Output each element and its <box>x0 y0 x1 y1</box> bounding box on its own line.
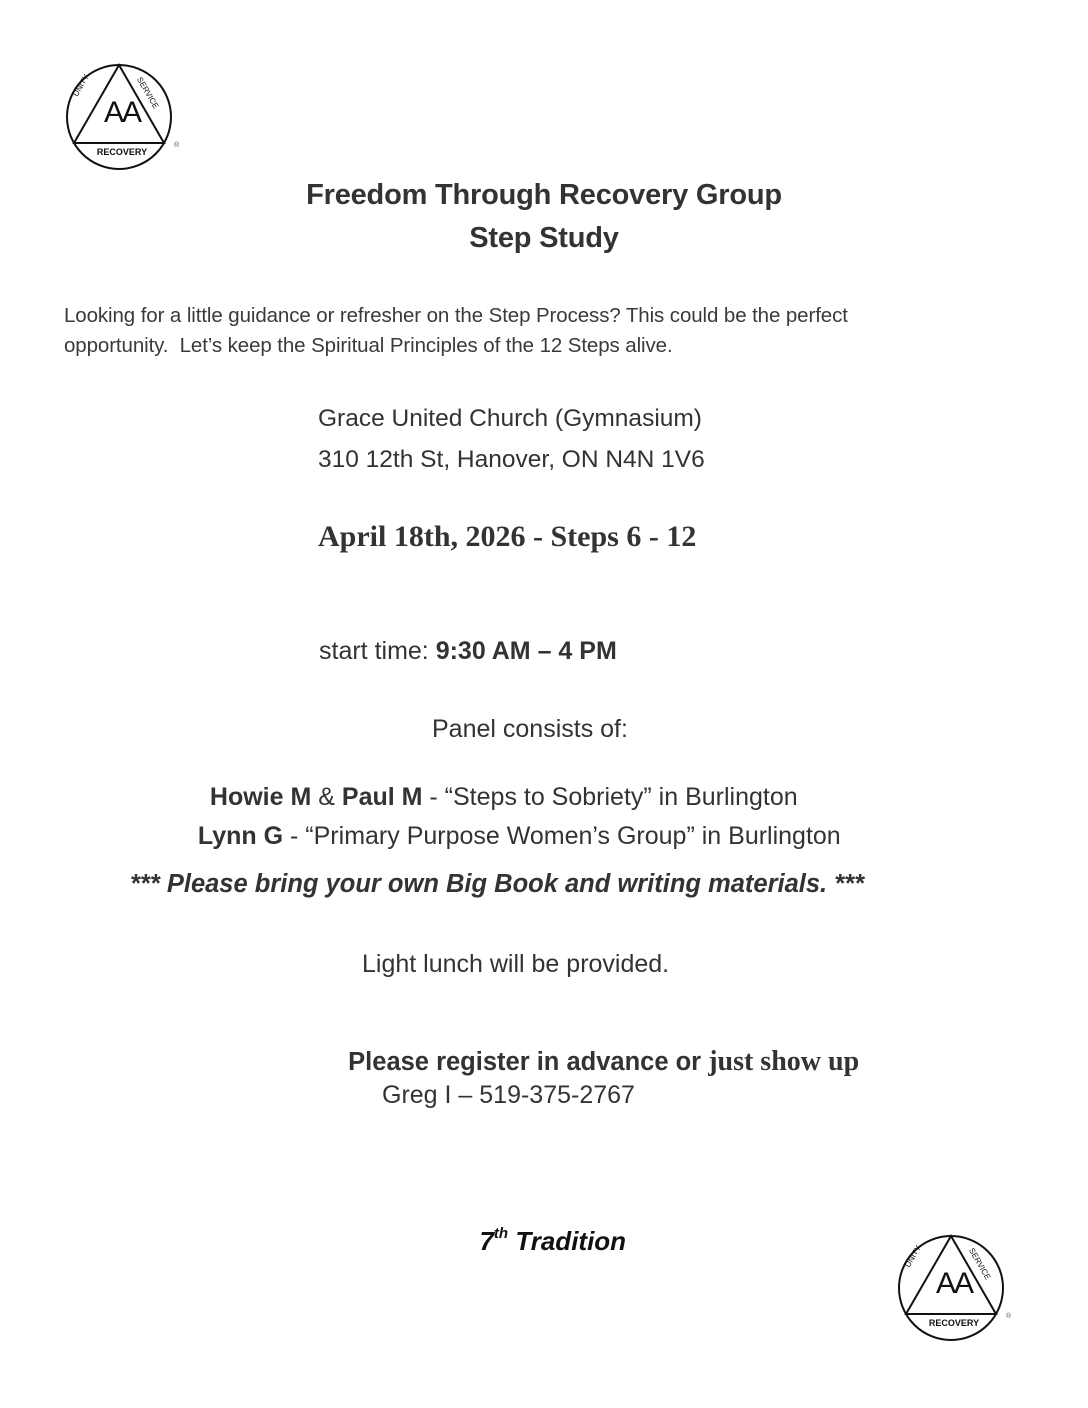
intro-line-2: opportunity. Let’s keep the Spiritual Principles of the 12 Steps alive. <box>64 334 673 357</box>
group-name: Freedom Through Recovery Group <box>306 179 782 211</box>
seventh-tradition <box>465 1197 626 1257</box>
aa-letters: AA <box>103 96 141 129</box>
lunch-text: Light lunch will be provided. <box>362 950 670 978</box>
event-time <box>319 637 617 666</box>
registered-mark: ® <box>1006 1313 1012 1320</box>
panel-member-name: Paul M <box>341 782 423 811</box>
venue-block <box>318 398 705 480</box>
unity-word: UNITY <box>71 72 91 98</box>
service-word: SERVICE <box>135 75 161 111</box>
panel-member-detail: - “Primary Purpose Women’s Group” in Burlington <box>283 821 841 850</box>
panel-member-name: Lynn G <box>197 821 284 850</box>
time-label: start time: <box>319 637 436 665</box>
venue-name: Grace United Church (Gymnasium) <box>318 405 702 432</box>
tradition-number: 7 <box>479 1225 494 1256</box>
register-note <box>334 1017 859 1079</box>
panel-member-name: Howie M <box>209 782 312 811</box>
registered-mark: ® <box>174 142 180 149</box>
time-value: 9:30 AM – 4 PM <box>435 637 617 665</box>
lunch-note <box>362 950 669 979</box>
notice-text: *** Please bring your own Big Book and writing materials. *** <box>130 870 864 898</box>
event-date <box>318 520 696 555</box>
aa-logo-top <box>64 62 180 174</box>
aa-logo-bottom <box>896 1233 1012 1345</box>
recovery-word: RECOVERY <box>96 147 148 157</box>
page-subtitle <box>0 222 1088 255</box>
event-date-text: April 18th, 2026 - Steps 6 - 12 <box>318 520 697 553</box>
register-text-2: just show up <box>708 1046 860 1078</box>
step-study-label: Step Study <box>469 222 619 254</box>
tradition-label: Tradition <box>508 1225 627 1256</box>
bring-materials-notice <box>130 870 864 899</box>
venue-address: 310 12th St, Hanover, ON N4N 1V6 <box>318 446 705 473</box>
panel-heading <box>432 715 628 744</box>
intro-line-1: Looking for a little guidance or refresher on the Step Process? This could be the perfect <box>64 304 848 327</box>
panel-member-row <box>184 793 841 851</box>
contact-info <box>382 1081 635 1110</box>
tradition-suffix: th <box>493 1225 509 1243</box>
register-text-1: Please register in advance or <box>348 1048 709 1077</box>
intro-paragraph <box>64 301 848 361</box>
contact-text: Greg I – 519-375-2767 <box>382 1081 635 1109</box>
panel-heading-text: Panel consists of: <box>432 715 628 743</box>
page-title <box>0 179 1088 212</box>
panel-member-detail: - “Steps to Sobriety” in Burlington <box>422 782 798 811</box>
panel-joiner: & <box>311 782 342 811</box>
unity-word: UNITY <box>903 1243 923 1269</box>
aa-letters: AA <box>935 1267 973 1300</box>
service-word: SERVICE <box>967 1246 993 1282</box>
recovery-word: RECOVERY <box>928 1318 980 1328</box>
